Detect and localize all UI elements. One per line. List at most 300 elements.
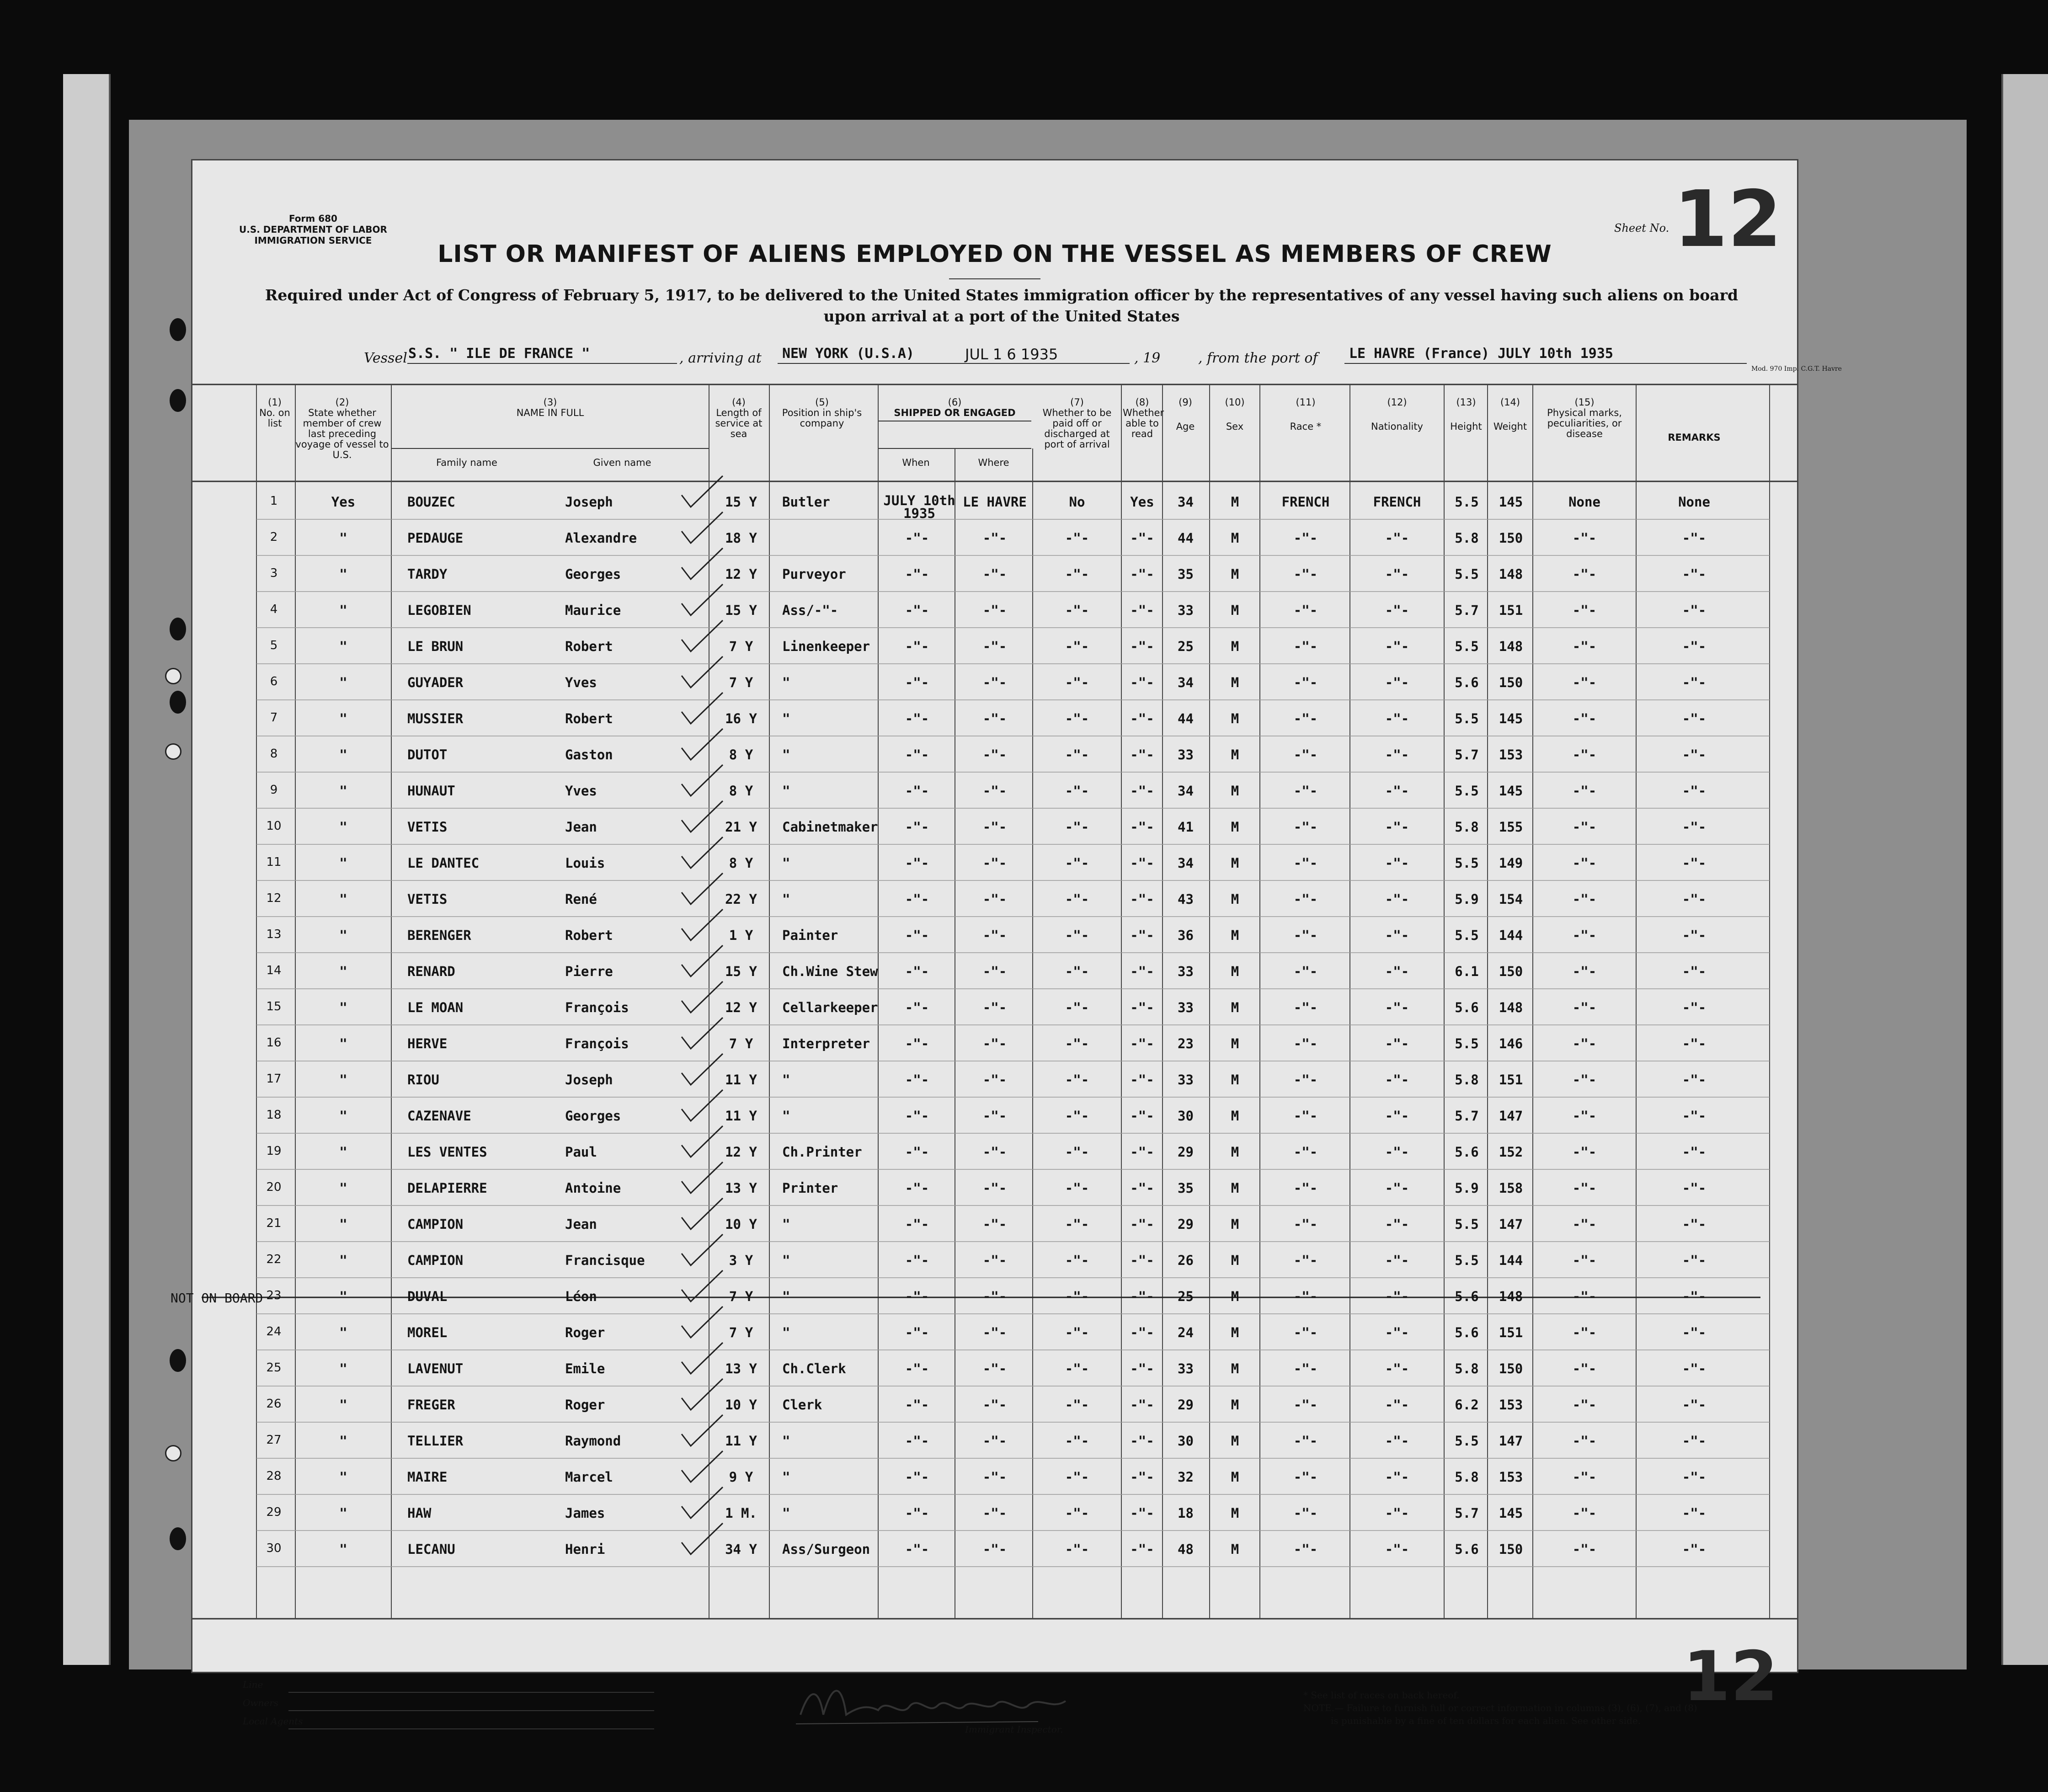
cell-weight: 145 [1499, 783, 1523, 799]
cell-height: 5.6 [1455, 1541, 1479, 1557]
cell-crew: " [339, 1325, 347, 1340]
check-mark [682, 1343, 723, 1374]
agents-underline [288, 1728, 654, 1729]
cell-when: -"- [905, 1289, 929, 1304]
cell-nationality: -"- [1385, 819, 1409, 835]
cell-paid: -"- [1065, 964, 1089, 979]
cell-weight: 149 [1499, 855, 1523, 871]
cell-nationality: FRENCH [1373, 494, 1421, 510]
cell-height: 5.8 [1455, 1469, 1479, 1485]
cell-read: -"- [1130, 1289, 1154, 1304]
cell-remarks: -"- [1682, 1289, 1707, 1304]
cell-where: -"- [982, 1397, 1007, 1413]
cell-age: 25 [1178, 1289, 1194, 1304]
check-mark [682, 837, 723, 868]
cell-age: 33 [1178, 1361, 1194, 1376]
cell-no: 17 [266, 1072, 282, 1086]
cell-sex: M [1231, 566, 1239, 582]
cell-height: 5.5 [1455, 1253, 1479, 1268]
cell-nationality: -"- [1385, 964, 1409, 979]
cell-when: -"- [905, 1325, 929, 1340]
cell-height: 5.5 [1455, 783, 1479, 799]
cell-read: -"- [1130, 1000, 1154, 1015]
cell-weight: 145 [1499, 494, 1523, 510]
cell-age: 29 [1178, 1144, 1194, 1160]
cell-where: LE HAVRE [963, 494, 1027, 510]
cell-weight: 145 [1499, 1505, 1523, 1521]
cell-race: FRENCH [1281, 494, 1330, 510]
check-mark [682, 981, 723, 1013]
cell-service: 7 Y [729, 675, 753, 690]
cell-weight: 151 [1499, 603, 1523, 618]
cell-sex: M [1231, 1289, 1239, 1304]
cell-position: Ch.Clerk [782, 1361, 846, 1376]
cell-marks: -"- [1572, 530, 1597, 546]
cell-height: 5.9 [1455, 891, 1479, 907]
cell-race: -"- [1293, 1289, 1318, 1304]
punch-hole [170, 1527, 186, 1550]
cell-no: 22 [266, 1253, 282, 1266]
check-mark [682, 1234, 723, 1265]
col4-header: (4) Length of service at sea [715, 397, 763, 439]
date-stamp: JUL 1 6 1935 [965, 346, 1058, 363]
cell-race: -"- [1293, 1397, 1318, 1413]
cell-sex: M [1231, 1361, 1239, 1376]
cell-crew: " [339, 1361, 347, 1376]
arriving-label: , arriving at [679, 350, 762, 366]
cell-no: 9 [270, 783, 278, 797]
cell-marks: -"- [1572, 639, 1597, 654]
cell-nationality: -"- [1385, 711, 1409, 726]
cell-weight: 151 [1499, 1325, 1523, 1340]
check-mark [682, 1054, 723, 1085]
cell-family: LEGOBIEN [407, 603, 471, 618]
cell-service: 12 Y [725, 566, 757, 582]
cell-no: 30 [266, 1541, 282, 1555]
cell-marks: -"- [1572, 1469, 1597, 1485]
cell-age: 26 [1178, 1253, 1194, 1268]
cell-race: -"- [1293, 1072, 1318, 1088]
cell-paid: -"- [1065, 530, 1089, 546]
check-mark [682, 693, 723, 724]
cell-when: -"- [905, 1469, 929, 1485]
cell-height: 5.8 [1455, 530, 1479, 546]
cell-age: 25 [1178, 639, 1194, 654]
cell-no: 26 [266, 1397, 282, 1411]
cell-sex: M [1231, 1505, 1239, 1521]
cell-service: 7 Y [729, 1325, 753, 1340]
cell-given: Francisque [565, 1253, 645, 1268]
cell-marks: -"- [1572, 675, 1597, 690]
cell-read: -"- [1130, 891, 1154, 907]
cell-family: RENARD [407, 964, 455, 979]
sheet-label: Sheet No. [1614, 222, 1669, 235]
cell-given: Robert [565, 639, 613, 654]
cell-race: -"- [1293, 891, 1318, 907]
given-name-header: Given name [593, 457, 651, 468]
cell-when: -"- [905, 1072, 929, 1088]
cell-given: Joseph [565, 494, 613, 510]
cell-remarks: -"- [1682, 1000, 1707, 1015]
cell-remarks: -"- [1682, 566, 1707, 582]
cell-remarks: -"- [1682, 891, 1707, 907]
cell-family: HUNAUT [407, 783, 455, 799]
cell-where: -"- [982, 1000, 1007, 1015]
cell-paid: -"- [1065, 747, 1089, 763]
cell-position: " [782, 1433, 790, 1449]
cell-nationality: -"- [1385, 1253, 1409, 1268]
cell-given: Yves [565, 783, 597, 799]
col9-header: (9) Age [1176, 397, 1195, 432]
sheet-number: 12 [1674, 174, 1782, 265]
cell-paid: -"- [1065, 1325, 1089, 1340]
cell-crew: " [339, 1216, 347, 1232]
cell-position: Cellarkeeper [782, 1000, 878, 1015]
cell-family: RIOU [407, 1072, 439, 1088]
cell-given: Roger [565, 1397, 605, 1413]
cell-paid: -"- [1065, 1144, 1089, 1160]
cell-crew: " [339, 1108, 347, 1124]
cell-crew: " [339, 1072, 347, 1088]
cell-race: -"- [1293, 928, 1318, 943]
punch-hole [170, 691, 186, 714]
cell-read: Yes [1130, 494, 1154, 510]
check-mark [682, 1379, 723, 1410]
check-mark [682, 945, 723, 976]
cell-remarks: -"- [1682, 819, 1707, 835]
cell-weight: 148 [1499, 1000, 1523, 1015]
cell-weight: 153 [1499, 747, 1523, 763]
cell-weight: 150 [1499, 1361, 1523, 1376]
cell-given: Yves [565, 675, 597, 690]
cell-sex: M [1231, 675, 1239, 690]
cell-given: Raymond [565, 1433, 621, 1449]
cell-race: -"- [1293, 855, 1318, 871]
cell-nationality: -"- [1385, 1289, 1409, 1304]
cell-when: -"- [905, 1144, 929, 1160]
cell-remarks: -"- [1682, 747, 1707, 763]
cell-weight: 153 [1499, 1469, 1523, 1485]
cell-paid: -"- [1065, 675, 1089, 690]
cell-nationality: -"- [1385, 1433, 1409, 1449]
cell-family: MOREL [407, 1325, 448, 1340]
cell-paid: -"- [1065, 1289, 1089, 1304]
cell-no: 8 [270, 747, 278, 761]
cell-race: -"- [1293, 711, 1318, 726]
cell-family: BERENGER [407, 928, 471, 943]
vessel-label: Vessel [364, 350, 407, 366]
cell-crew: Yes [331, 494, 356, 510]
cell-marks: -"- [1572, 1541, 1597, 1557]
cell-height: 5.5 [1455, 1433, 1479, 1449]
cell-where: -"- [982, 855, 1007, 871]
cell-race: -"- [1293, 675, 1318, 690]
cell-position: Linenkeeper [782, 639, 870, 654]
cell-no: 19 [266, 1144, 282, 1158]
cell-service: 21 Y [725, 819, 757, 835]
cell-read: -"- [1130, 1108, 1154, 1124]
cell-position: Ass/-"- [782, 603, 838, 618]
cell-height: 5.5 [1455, 566, 1479, 582]
cell-sex: M [1231, 1433, 1239, 1449]
punch-hole [170, 1349, 186, 1372]
cell-given: Maurice [565, 603, 621, 618]
cell-given: Roger [565, 1325, 605, 1340]
cell-read: -"- [1130, 675, 1154, 690]
check-mark [682, 1487, 723, 1518]
cell-nationality: -"- [1385, 891, 1409, 907]
cell-position: Purveyor [782, 566, 846, 582]
col15-header: (15) Physical marks, peculiarities, or disease [1547, 397, 1622, 439]
cell-paid: -"- [1065, 1469, 1089, 1485]
cell-weight: 147 [1499, 1433, 1523, 1449]
col3-header: (3) NAME IN FULL [516, 397, 584, 418]
cell-no: 15 [266, 1000, 282, 1013]
cell-marks: -"- [1572, 1289, 1597, 1304]
cell-when: -"- [905, 1541, 929, 1557]
cell-sex: M [1231, 783, 1239, 799]
cell-crew: " [339, 675, 347, 690]
cell-where: -"- [982, 783, 1007, 799]
cell-height: 5.6 [1455, 675, 1479, 690]
cell-service: 9 Y [729, 1469, 753, 1485]
cell-paid: -"- [1065, 1433, 1089, 1449]
cell-paid: -"- [1065, 639, 1089, 654]
cell-paid: -"- [1065, 1505, 1089, 1521]
cell-marks: -"- [1572, 711, 1597, 726]
cell-position: " [782, 1216, 790, 1232]
cell-no: 21 [266, 1216, 282, 1230]
cell-when: -"- [905, 1433, 929, 1449]
cell-marks: -"- [1572, 891, 1597, 907]
check-mark [682, 765, 723, 796]
cell-paid: -"- [1065, 1036, 1089, 1051]
fine-note: NOTE.— Failure to furnish full or correct information in columns (3), (6), (7), and (8) [1303, 1702, 1697, 1713]
cell-given: Antoine [565, 1180, 621, 1196]
cell-remarks: -"- [1682, 855, 1707, 871]
cell-remarks: -"- [1682, 928, 1707, 943]
check-mark [682, 1126, 723, 1157]
cell-age: 33 [1178, 1000, 1194, 1015]
col13-header: (13) Height [1450, 397, 1482, 432]
cell-height: 5.5 [1455, 928, 1479, 943]
cell-family: CAMPION [407, 1253, 464, 1268]
cell-when: -"- [905, 711, 929, 726]
cell-weight: 146 [1499, 1036, 1523, 1051]
cell-read: -"- [1130, 1072, 1154, 1088]
cell-weight: 150 [1499, 530, 1523, 546]
cell-sex: M [1231, 1541, 1239, 1557]
cell-nationality: -"- [1385, 783, 1409, 799]
cell-given: Emile [565, 1361, 605, 1376]
cell-read: -"- [1130, 964, 1154, 979]
cell-height: 5.7 [1455, 603, 1479, 618]
cell-no: 18 [266, 1108, 282, 1122]
cell-age: 34 [1178, 855, 1194, 871]
races-note: * See list of races on back hereof. [1303, 1690, 1460, 1701]
cell-sex: M [1231, 1469, 1239, 1485]
cell-nationality: -"- [1385, 1505, 1409, 1521]
cell-crew: " [339, 928, 347, 943]
cell-paid: -"- [1065, 1361, 1089, 1376]
check-mark [682, 1162, 723, 1193]
cell-family: CAMPION [407, 1216, 464, 1232]
cell-crew: " [339, 1289, 347, 1304]
cell-where: -"- [982, 1361, 1007, 1376]
cell-nationality: -"- [1385, 639, 1409, 654]
line-label: Line [243, 1679, 263, 1690]
cell-crew: " [339, 747, 347, 763]
cell-family: LES VENTES [407, 1144, 487, 1160]
cell-service: 13 Y [725, 1180, 757, 1196]
cell-sex: M [1231, 928, 1239, 943]
cell-service: 15 Y [725, 494, 757, 510]
film-strip-right [2001, 74, 2048, 1665]
cell-when: -"- [905, 675, 929, 690]
cell-service: 3 Y [729, 1253, 753, 1268]
cell-family: PEDAUGE [407, 530, 464, 546]
cell-no: 16 [266, 1036, 282, 1050]
col2-header: (2) State whether member of crew last preceding voyage of vessel to U.S. [295, 397, 389, 460]
cell-where: -"- [982, 819, 1007, 835]
cell-where: -"- [982, 1325, 1007, 1340]
arriving-value: NEW YORK (U.S.A) [782, 346, 914, 362]
cell-service: 10 Y [725, 1397, 757, 1413]
cell-when: -"- [905, 1505, 929, 1521]
cell-nationality: -"- [1385, 1144, 1409, 1160]
cell-remarks: -"- [1682, 1433, 1707, 1449]
cell-sex: M [1231, 1253, 1239, 1268]
cell-service: 22 Y [725, 891, 757, 907]
cell-given: Jean [565, 819, 597, 835]
cell-height: 5.7 [1455, 1505, 1479, 1521]
cell-weight: 155 [1499, 819, 1523, 835]
cell-no: 27 [266, 1433, 282, 1447]
cell-marks: -"- [1572, 855, 1597, 871]
cell-age: 44 [1178, 711, 1194, 726]
cell-paid: -"- [1065, 1253, 1089, 1268]
punch-hole [170, 318, 186, 341]
cell-given: Alexandre [565, 530, 637, 546]
cell-when: -"- [905, 928, 929, 943]
cell-sex: M [1231, 891, 1239, 907]
cell-height: 5.5 [1455, 1036, 1479, 1051]
cell-age: 18 [1178, 1505, 1194, 1521]
cell-height: 5.5 [1455, 494, 1479, 510]
cell-crew: " [339, 1541, 347, 1557]
cell-crew: " [339, 1253, 347, 1268]
not-on-board-note: NOT ON BOARD [171, 1291, 263, 1306]
cell-read: -"- [1130, 1036, 1154, 1051]
cell-family: LE BRUN [407, 639, 464, 654]
cell-weight: 153 [1499, 1397, 1523, 1413]
cell-where: -"- [982, 566, 1007, 582]
cell-age: 34 [1178, 494, 1194, 510]
cell-position: " [782, 675, 790, 690]
cell-no: 4 [270, 603, 278, 616]
cell-crew: " [339, 964, 347, 979]
mod-imprint: Mod. 970 Imp. C.G.T. Havre [1751, 365, 1842, 373]
cell-marks: -"- [1572, 1108, 1597, 1124]
cell-family: LE DANTEC [407, 855, 480, 871]
cell-weight: 152 [1499, 1144, 1523, 1160]
cell-remarks: -"- [1682, 1180, 1707, 1196]
cell-when: -"- [905, 1253, 929, 1268]
cell-given: René [565, 891, 597, 907]
cell-read: -"- [1130, 747, 1154, 763]
cell-weight: 151 [1499, 1072, 1523, 1088]
cell-race: -"- [1293, 1216, 1318, 1232]
cell-position: " [782, 1108, 790, 1124]
family-name-header: Family name [436, 457, 497, 468]
col5-header: (5) Position in ship's company [782, 397, 862, 429]
cell-marks: -"- [1572, 964, 1597, 979]
cell-service: 10 Y [725, 1216, 757, 1232]
cell-family: TELLIER [407, 1433, 464, 1449]
cell-paid: -"- [1065, 566, 1089, 582]
page-subtitle: Required under Act of Congress of February 5, 1917, to be delivered to the United States immigration officer by the representatives of any vessel having such aliens on board upon arrival at a port of the United States [265, 286, 1739, 325]
cell-no: 20 [266, 1180, 282, 1194]
cell-remarks: -"- [1682, 711, 1707, 726]
cell-paid: -"- [1065, 1216, 1089, 1232]
cell-position: Ch.Printer [782, 1144, 862, 1160]
cell-service: 18 Y [725, 530, 757, 546]
cell-crew: " [339, 1036, 347, 1051]
cell-nationality: -"- [1385, 1397, 1409, 1413]
cell-where: -"- [982, 1433, 1007, 1449]
col12-header: (12) Nationality [1371, 397, 1423, 432]
vessel-value: S.S. " ILE DE FRANCE " [408, 346, 590, 362]
cell-given: François [565, 1036, 629, 1051]
cell-crew: " [339, 1505, 347, 1521]
cell-sex: M [1231, 819, 1239, 835]
cell-crew: " [339, 1397, 347, 1413]
cell-race: -"- [1293, 639, 1318, 654]
cell-height: 5.8 [1455, 1361, 1479, 1376]
col10-header: (10) Sex [1225, 397, 1245, 432]
cell-height: 5.6 [1455, 1289, 1479, 1304]
cell-family: LAVENUT [407, 1361, 464, 1376]
cell-sex: M [1231, 494, 1239, 510]
cell-age: 32 [1178, 1469, 1194, 1485]
cell-family: DUVAL [407, 1289, 448, 1304]
check-mark [682, 1451, 723, 1482]
cell-read: -"- [1130, 1144, 1154, 1160]
cell-age: 24 [1178, 1325, 1194, 1340]
cell-when: -"- [905, 639, 929, 654]
cell-nationality: -"- [1385, 1325, 1409, 1340]
cell-marks: -"- [1572, 1216, 1597, 1232]
cell-when: -"- [905, 1108, 929, 1124]
cell-marks: -"- [1572, 1180, 1597, 1196]
cell-read: -"- [1130, 855, 1154, 871]
cell-crew: " [339, 1144, 347, 1160]
cell-race: -"- [1293, 603, 1318, 618]
cell-remarks: -"- [1682, 1216, 1707, 1232]
cell-height: 5.7 [1455, 1108, 1479, 1124]
cell-family: VETIS [407, 819, 448, 835]
cell-weight: 148 [1499, 566, 1523, 582]
form-number: Form 680 [288, 213, 337, 224]
cell-where: -"- [982, 1541, 1007, 1557]
punch-hole [170, 389, 186, 412]
cell-race: -"- [1293, 1469, 1318, 1485]
small-hole [165, 1445, 181, 1461]
bottom-sheet-number: 12 [1683, 1637, 1778, 1717]
cell-family: HERVE [407, 1036, 448, 1051]
cell-position: Painter [782, 928, 838, 943]
check-mark [682, 548, 723, 579]
